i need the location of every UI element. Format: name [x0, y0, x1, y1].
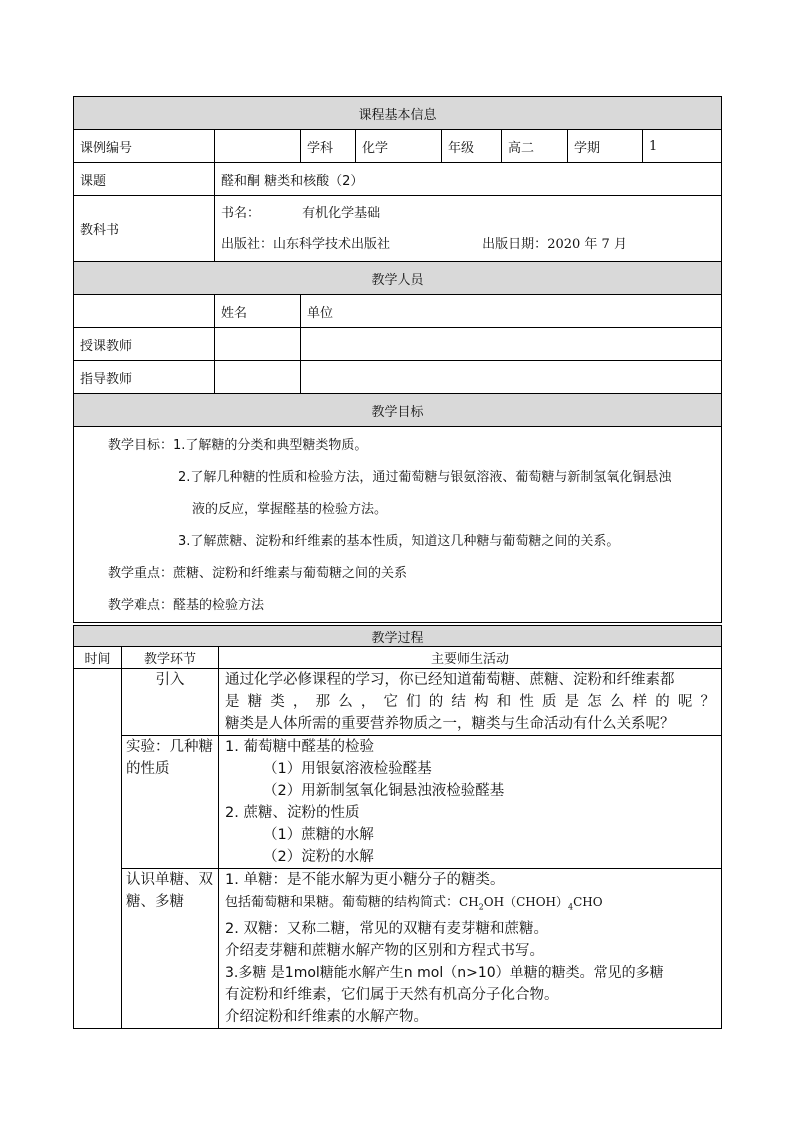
exp-line-6: （2）淀粉的水解: [263, 849, 374, 865]
goals-body-row: [74, 427, 722, 623]
term-label: 学期: [568, 130, 643, 163]
activity-intro: [219, 669, 722, 736]
step-experiment: 实验：几种糖的性质: [122, 736, 219, 869]
textbook-label: 教科书: [74, 196, 215, 262]
textbook-row: [74, 196, 722, 262]
mentor-name: [215, 361, 301, 394]
intro-line-3: 糖类是人体所需的重要营养物质之一，糖类与生命活动有什么关系呢？: [225, 716, 675, 732]
book-name-label: 书名：: [221, 205, 261, 221]
col-step: 教学环节: [122, 647, 219, 669]
staff-corner-cell: [74, 295, 215, 328]
exp-line-4: 2. 蔗糖、淀粉的性质: [225, 805, 360, 821]
staff-header: 教学人员: [74, 262, 722, 295]
teacher-name: [215, 328, 301, 361]
key-point-line: [108, 558, 713, 590]
goals-header: 教学目标: [74, 394, 722, 427]
mentor-row: [74, 361, 722, 394]
publisher-line: [221, 229, 715, 260]
goal-1: 1.了解糖的分类和典型糖类物质。: [173, 438, 368, 453]
formula-part-3: CHO: [573, 895, 603, 909]
topic-label: 课题: [74, 163, 215, 196]
teacher-unit: [301, 328, 722, 361]
sugar-line-7: 介绍淀粉和纤维素的水解产物。: [225, 1009, 428, 1026]
mentor-unit: [301, 361, 722, 394]
difficulty-line: [108, 590, 713, 622]
key-value: 蔗糖、淀粉和纤维素与葡萄糖之间的关系: [173, 566, 408, 581]
grade-label: 年级: [442, 130, 502, 163]
goal-3: 3.了解蔗糖、淀粉和纤维素的基本性质，知道这几种糖与葡萄糖之间的关系。: [178, 534, 620, 549]
process-table: [73, 625, 722, 1029]
topic-row: [74, 163, 722, 196]
col-time: 时间: [74, 647, 122, 669]
step-intro: 引入: [122, 669, 219, 736]
glucose-intro: 包括葡萄糖和果糖。葡萄糖的结构简式：: [225, 895, 460, 910]
sugar-line-1: 1. 单糖：是不能水解为更小糖分子的糖类。: [225, 872, 505, 888]
goal-label: 教学目标：: [108, 438, 174, 453]
formula-sub-1: 2: [478, 902, 484, 912]
formula-part-2: OH（CHOH）: [483, 895, 569, 909]
sugar-line-4: 介绍麦芽糖和蔗糖水解产物的区别和方程式书写。: [225, 943, 544, 960]
term-value: 1: [643, 130, 722, 163]
difficulty-label: 教学难点：: [108, 598, 174, 613]
difficulty-value: 醛基的检验方法: [173, 598, 265, 613]
goal-2b: 液的反应，掌握醛基的检验方法。: [192, 502, 388, 517]
course-basic-row: [74, 130, 722, 163]
pub-date-value: 2020 年 7 月: [547, 236, 627, 252]
publisher-label: 出版社：: [221, 236, 274, 252]
key-label: 教学重点：: [108, 566, 174, 581]
teacher-label: 授课教师: [74, 328, 215, 361]
activity-sugars: [219, 869, 722, 1029]
goals-body: [74, 427, 722, 623]
step-sugars: 认识单糖、双糖、多糖: [122, 869, 219, 1029]
intro-line-1: 通过化学必修课程的学习，你已经知道葡萄糖、蔗糖、淀粉和纤维素都: [225, 672, 675, 688]
subject-value: 化学: [356, 130, 442, 163]
exp-line-1: 1. 葡萄糖中醛基的检验: [225, 739, 374, 755]
book-name-value: 有机化学基础: [302, 205, 381, 221]
sugar-line-3: 2. 双糖：又称二糖，常见的双糖有麦芽糖和蔗糖。: [225, 921, 548, 938]
glucose-formula: [459, 895, 603, 912]
exp-line-2: （1）用银氨溶液检验醛基: [263, 761, 432, 777]
course-info-table: [73, 96, 722, 623]
grade-value: 高二: [502, 130, 568, 163]
time-cell: [74, 669, 122, 1029]
book-name-line: [221, 198, 715, 229]
case-no-value: [215, 130, 301, 163]
pub-date-label: 出版日期：: [482, 236, 548, 252]
intro-line-2: 是糖类，那么，它们的结构和性质是怎么样的呢？: [225, 694, 715, 710]
mentor-label: 指导教师: [74, 361, 215, 394]
exp-line-5: （1）蔗糖的水解: [263, 827, 374, 843]
goal-2a: 2.了解几种糖的性质和检验方法，通过葡萄糖与银氨溶液、葡萄糖与新制氢氧化铜悬浊: [178, 470, 672, 485]
case-no-label: 课例编号: [74, 130, 215, 163]
topic-value: 醛和酮 糖类和核酸（2）: [215, 163, 722, 196]
goal-line-1: [108, 430, 713, 462]
publisher-value: 山东科学技术出版社: [273, 236, 391, 252]
process-row-intro: [74, 669, 722, 736]
col-activity: 主要师生活动: [219, 647, 722, 669]
exp-line-3: （2）用新制氢氧化铜悬浊液检验醛基: [263, 783, 505, 799]
process-row-sugars: [74, 869, 722, 1029]
process-columns-row: [74, 647, 722, 669]
staff-col-name: 姓名: [215, 295, 301, 328]
staff-columns-row: [74, 295, 722, 328]
sugar-line-5: 3.多糖 是1mol糖能水解产生n mol（n>10）单糖的糖类。常见的多糖: [225, 965, 664, 982]
process-header: 教学过程: [74, 626, 722, 647]
subject-label: 学科: [301, 130, 356, 163]
teacher-row: [74, 328, 722, 361]
process-row-experiment: [74, 736, 722, 869]
formula-part-1: CH: [459, 895, 479, 909]
sugar-line-6: 有淀粉和纤维素，它们属于天然有机高分子化合物。: [225, 987, 559, 1004]
formula-sub-2: 4: [568, 902, 574, 912]
sugar-line-2: [225, 891, 715, 918]
staff-col-unit: 单位: [301, 295, 722, 328]
course-info-header: 课程基本信息: [74, 97, 722, 130]
activity-experiment: [219, 736, 722, 869]
textbook-details: [215, 196, 722, 262]
